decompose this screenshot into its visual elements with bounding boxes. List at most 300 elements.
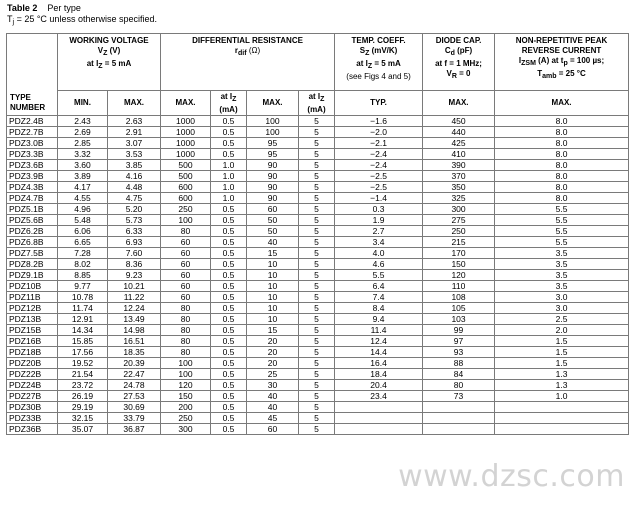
rdif-max2-cell: 90: [247, 182, 299, 193]
rdif-max-cell: 80: [161, 336, 211, 347]
sz-typ-cell: [335, 413, 423, 424]
sz-typ-cell: 4.6: [335, 259, 423, 270]
vz-max-cell: 4.16: [108, 171, 161, 182]
type-number-cell: PDZ36B: [7, 424, 58, 435]
cd-max-cell: 73: [423, 391, 495, 402]
rdif-max-cell: 250: [161, 413, 211, 424]
rdif-iz2-cell: 5: [299, 303, 335, 314]
rdif-max2-cell: 95: [247, 149, 299, 160]
rdif-max-cell: 1000: [161, 138, 211, 149]
rdif-iz-cell: 0.5: [211, 259, 247, 270]
vz-min-cell: 32.15: [58, 413, 108, 424]
vz-min-cell: 11.74: [58, 303, 108, 314]
rdif-iz-cell: 0.5: [211, 369, 247, 380]
vz-min-cell: 7.28: [58, 248, 108, 259]
sz-typ-cell: 6.4: [335, 281, 423, 292]
cd-max-cell: 440: [423, 127, 495, 138]
cd-max-cell: 108: [423, 292, 495, 303]
izsm-max-cell: 1.3: [495, 369, 629, 380]
rdif-max-cell: 80: [161, 314, 211, 325]
sz-typ-cell: 3.4: [335, 237, 423, 248]
cd-max-cell: 80: [423, 380, 495, 391]
cd-max-cell: 370: [423, 171, 495, 182]
cd-max-cell: 250: [423, 226, 495, 237]
rdif-iz2-cell: 5: [299, 391, 335, 402]
rdif-iz2-cell: 5: [299, 149, 335, 160]
type-number-cell: PDZ10B: [7, 281, 58, 292]
rdif-iz2-cell: 5: [299, 193, 335, 204]
izsm-max-cell: 5.5: [495, 204, 629, 215]
rdif-max2-cell: 10: [247, 314, 299, 325]
vz-max-cell: 18.35: [108, 347, 161, 358]
type-number-cell: PDZ20B: [7, 358, 58, 369]
vz-max-cell: 4.48: [108, 182, 161, 193]
rdif-iz2-cell: 5: [299, 336, 335, 347]
rdif-iz2-cell: 5: [299, 292, 335, 303]
rdif-iz-header: at $I_Z$ (mA): [211, 91, 247, 116]
cd-max-cell: [423, 402, 495, 413]
caption-condition-line: $T_j = 25$ °C unless otherwise specified.: [7, 14, 157, 26]
rdif-iz-cell: 0.5: [211, 292, 247, 303]
table-row: [7, 149, 629, 160]
sz-typ-cell: −2.5: [335, 171, 423, 182]
rdif-iz-cell: 0.5: [211, 248, 247, 259]
rdif-max2-cell: 20: [247, 336, 299, 347]
table-row: [7, 369, 629, 380]
rdif-iz2-cell: 5: [299, 138, 335, 149]
vz-min-cell: 4.55: [58, 193, 108, 204]
sz-typ-cell: 5.5: [335, 270, 423, 281]
vz-min-cell: 14.34: [58, 325, 108, 336]
rdif-iz2-cell: 5: [299, 358, 335, 369]
vz-min-cell: 6.65: [58, 237, 108, 248]
sz-typ-cell: 16.4: [335, 358, 423, 369]
cd-max-cell: 275: [423, 215, 495, 226]
rdif-iz-cell: 1.0: [211, 182, 247, 193]
vz-min-cell: 3.32: [58, 149, 108, 160]
izsm-max-cell: 1.5: [495, 358, 629, 369]
rdif-iz-cell: 0.5: [211, 314, 247, 325]
rdif-iz-cell: 0.5: [211, 138, 247, 149]
type-number-cell: PDZ15B: [7, 325, 58, 336]
vz-max-cell: 3.53: [108, 149, 161, 160]
vz-min-cell: 19.52: [58, 358, 108, 369]
rdif-max-cell: 80: [161, 347, 211, 358]
izsm-max-cell: 8.0: [495, 138, 629, 149]
vz-min-cell: 4.96: [58, 204, 108, 215]
rdif-iz-cell: 0.5: [211, 380, 247, 391]
vz-max-cell: 22.47: [108, 369, 161, 380]
vz-min-cell: 4.17: [58, 182, 108, 193]
izsm-max-header: MAX.: [495, 91, 629, 116]
rdif-iz-cell: 0.5: [211, 402, 247, 413]
vz-min-cell: 23.72: [58, 380, 108, 391]
rdif-iz2-cell: 5: [299, 204, 335, 215]
watermark-text: www.dzsc.com: [398, 459, 625, 494]
table-row: [7, 303, 629, 314]
izsm-max-cell: 8.0: [495, 193, 629, 204]
rdif-max-cell: 100: [161, 358, 211, 369]
vz-max-cell: 11.22: [108, 292, 161, 303]
vz-max-cell: 20.39: [108, 358, 161, 369]
table-header: [7, 34, 629, 116]
type-number-cell: PDZ11B: [7, 292, 58, 303]
rdif-max-cell: 500: [161, 160, 211, 171]
vz-max-header: MAX.: [108, 91, 161, 116]
table-row: [7, 116, 629, 127]
cd-max-cell: 450: [423, 116, 495, 127]
type-number-cell: PDZ13B: [7, 314, 58, 325]
type-number-cell: PDZ30B: [7, 402, 58, 413]
rdif-iz-cell: 0.5: [211, 127, 247, 138]
sz-typ-cell: 4.0: [335, 248, 423, 259]
rdif-iz2-cell: 5: [299, 380, 335, 391]
table-row: [7, 314, 629, 325]
rdif-iz-cell: 1.0: [211, 171, 247, 182]
rdif-max2-cell: 90: [247, 160, 299, 171]
rdif-iz2-cell: 5: [299, 270, 335, 281]
cd-max-cell: 97: [423, 336, 495, 347]
vz-max-cell: 3.07: [108, 138, 161, 149]
type-number-cell: PDZ24B: [7, 380, 58, 391]
rdif-max2-cell: 10: [247, 259, 299, 270]
vz-min-cell: 2.43: [58, 116, 108, 127]
vz-max-cell: 36.87: [108, 424, 161, 435]
sz-typ-cell: [335, 402, 423, 413]
sz-typ-cell: −2.1: [335, 138, 423, 149]
rdif-max2-cell: 25: [247, 369, 299, 380]
vz-min-cell: 6.06: [58, 226, 108, 237]
rdif-max2-cell: 15: [247, 325, 299, 336]
izsm-max-cell: 1.3: [495, 380, 629, 391]
vz-min-cell: 8.85: [58, 270, 108, 281]
cd-max-cell: 150: [423, 259, 495, 270]
rdif-max2-cell: 50: [247, 226, 299, 237]
vz-min-cell: 12.91: [58, 314, 108, 325]
izsm-max-cell: 2.5: [495, 314, 629, 325]
sz-typ-cell: 14.4: [335, 347, 423, 358]
izsm-max-cell: 3.5: [495, 281, 629, 292]
table-row: [7, 248, 629, 259]
sz-typ-cell: [335, 424, 423, 435]
table-row: [7, 182, 629, 193]
rdif-iz2-cell: 5: [299, 347, 335, 358]
type-number-cell: PDZ4.7B: [7, 193, 58, 204]
izsm-max-cell: 8.0: [495, 116, 629, 127]
table-row: [7, 204, 629, 215]
cd-max-cell: 325: [423, 193, 495, 204]
izsm-max-cell: 5.5: [495, 237, 629, 248]
izsm-max-cell: 3.5: [495, 248, 629, 259]
rdif-max2-cell: 40: [247, 237, 299, 248]
table-row: [7, 402, 629, 413]
differential-resistance-header: DIFFERENTIAL RESISTANCE $r_{dif}$ (Ω): [161, 34, 335, 91]
rdif-iz-cell: 0.5: [211, 347, 247, 358]
rdif-max2-cell: 10: [247, 270, 299, 281]
type-number-cell: PDZ8.2B: [7, 259, 58, 270]
vz-min-cell: 21.54: [58, 369, 108, 380]
sz-typ-cell: 1.9: [335, 215, 423, 226]
vz-max-cell: 7.60: [108, 248, 161, 259]
vz-max-cell: 6.33: [108, 226, 161, 237]
rdif-iz2-cell: 5: [299, 413, 335, 424]
working-voltage-header: WORKING VOLTAGE $V_Z$ (V) at $I_Z = 5$ mA: [58, 34, 161, 91]
cd-max-cell: 99: [423, 325, 495, 336]
type-number-cell: PDZ3.3B: [7, 149, 58, 160]
type-number-cell: PDZ2.7B: [7, 127, 58, 138]
rdif-iz2-cell: 5: [299, 248, 335, 259]
sz-typ-cell: −2.4: [335, 160, 423, 171]
rdif-iz-cell: 0.5: [211, 270, 247, 281]
cd-max-cell: 390: [423, 160, 495, 171]
vz-min-cell: 5.48: [58, 215, 108, 226]
rdif-iz-cell: 0.5: [211, 281, 247, 292]
rdif-max2-cell: 10: [247, 281, 299, 292]
table-row: [7, 171, 629, 182]
rdif-iz2-cell: 5: [299, 226, 335, 237]
rdif-iz2-cell: 5: [299, 171, 335, 182]
vz-max-cell: 6.93: [108, 237, 161, 248]
vz-max-cell: 33.79: [108, 413, 161, 424]
rdif-max-cell: 120: [161, 380, 211, 391]
rdif-iz-cell: 0.5: [211, 116, 247, 127]
sz-typ-cell: 7.4: [335, 292, 423, 303]
izsm-max-cell: 3.5: [495, 259, 629, 270]
rdif-max2-cell: 40: [247, 391, 299, 402]
rdif-max2-cell: 10: [247, 292, 299, 303]
vz-max-cell: 13.49: [108, 314, 161, 325]
rdif-max2-cell: 100: [247, 127, 299, 138]
reverse-current-header: NON-REPETITIVE PEAK REVERSE CURRENT $I_{ZSM}$ (A) at $t_p = 100$ µs; $T_{amb} = 25$ °C: [495, 34, 629, 91]
rdif-max-cell: 200: [161, 402, 211, 413]
rdif-max-cell: 1000: [161, 149, 211, 160]
rdif-max2-cell: 20: [247, 347, 299, 358]
rdif-max-cell: 600: [161, 193, 211, 204]
sz-typ-cell: −1.4: [335, 193, 423, 204]
type-number-cell: PDZ5.6B: [7, 215, 58, 226]
table-row: [7, 380, 629, 391]
rdif-max-cell: 100: [161, 369, 211, 380]
rdif-max2-cell: 10: [247, 303, 299, 314]
vz-min-cell: 2.69: [58, 127, 108, 138]
rdif-max2-cell: 15: [247, 248, 299, 259]
table-row: [7, 347, 629, 358]
rdif-max-header: MAX.: [161, 91, 211, 116]
rdif-max2-cell: 90: [247, 193, 299, 204]
rdif-max-cell: 60: [161, 248, 211, 259]
vz-max-cell: 5.73: [108, 215, 161, 226]
vz-max-cell: 30.69: [108, 402, 161, 413]
vz-min-cell: 8.02: [58, 259, 108, 270]
izsm-max-cell: [495, 424, 629, 435]
cd-max-header: MAX.: [423, 91, 495, 116]
izsm-max-cell: 3.0: [495, 292, 629, 303]
rdif-max2-header: MAX.: [247, 91, 299, 116]
table-title: Per type: [47, 3, 81, 13]
izsm-max-cell: 1.5: [495, 336, 629, 347]
rdif-iz-cell: 0.5: [211, 413, 247, 424]
vz-max-cell: 4.75: [108, 193, 161, 204]
rdif-max2-cell: 30: [247, 380, 299, 391]
vz-max-cell: 3.85: [108, 160, 161, 171]
rdif-max2-cell: 40: [247, 402, 299, 413]
vz-max-cell: 24.78: [108, 380, 161, 391]
type-number-cell: PDZ22B: [7, 369, 58, 380]
table-row: [7, 358, 629, 369]
vz-min-header: MIN.: [58, 91, 108, 116]
vz-min-cell: 3.60: [58, 160, 108, 171]
rdif-iz-cell: 0.5: [211, 226, 247, 237]
rdif-max2-cell: 20: [247, 358, 299, 369]
vz-max-cell: 9.23: [108, 270, 161, 281]
cd-max-cell: 88: [423, 358, 495, 369]
rdif-max2-cell: 45: [247, 413, 299, 424]
rdif-max-cell: 60: [161, 259, 211, 270]
rdif-iz-cell: 1.0: [211, 193, 247, 204]
sz-typ-cell: 9.4: [335, 314, 423, 325]
izsm-max-cell: 8.0: [495, 171, 629, 182]
izsm-max-cell: 5.5: [495, 215, 629, 226]
rdif-iz2-cell: 5: [299, 160, 335, 171]
rdif-iz2-cell: 5: [299, 281, 335, 292]
type-number-cell: PDZ4.3B: [7, 182, 58, 193]
vz-max-cell: 27.53: [108, 391, 161, 402]
izsm-max-cell: 8.0: [495, 182, 629, 193]
rdif-iz2-cell: 5: [299, 314, 335, 325]
vz-max-cell: 5.20: [108, 204, 161, 215]
vz-min-cell: 17.56: [58, 347, 108, 358]
rdif-iz2-cell: 5: [299, 259, 335, 270]
type-number-cell: PDZ3.6B: [7, 160, 58, 171]
sz-typ-cell: 2.7: [335, 226, 423, 237]
vz-min-cell: 35.07: [58, 424, 108, 435]
vz-max-cell: 16.51: [108, 336, 161, 347]
rdif-max-cell: 80: [161, 226, 211, 237]
rdif-max2-cell: 95: [247, 138, 299, 149]
cd-max-cell: 170: [423, 248, 495, 259]
cd-max-cell: 120: [423, 270, 495, 281]
vz-max-cell: 14.98: [108, 325, 161, 336]
caption-title-line: [7, 3, 157, 14]
type-number-cell: PDZ6.2B: [7, 226, 58, 237]
type-number-cell: PDZ12B: [7, 303, 58, 314]
table-row: [7, 292, 629, 303]
zener-spec-table: [6, 33, 629, 435]
vz-min-cell: 10.78: [58, 292, 108, 303]
sz-typ-cell: −1.6: [335, 116, 423, 127]
rdif-iz-cell: 0.5: [211, 215, 247, 226]
type-number-cell: PDZ2.4B: [7, 116, 58, 127]
izsm-max-cell: 2.0: [495, 325, 629, 336]
rdif-iz2-cell: 5: [299, 325, 335, 336]
sz-typ-cell: 8.4: [335, 303, 423, 314]
table-row: [7, 215, 629, 226]
cd-max-cell: 410: [423, 149, 495, 160]
rdif-iz-cell: 0.5: [211, 424, 247, 435]
rdif-max-cell: 60: [161, 292, 211, 303]
rdif-max-cell: 60: [161, 237, 211, 248]
rdif-max2-cell: 90: [247, 171, 299, 182]
rdif-max-cell: 150: [161, 391, 211, 402]
table-row: [7, 281, 629, 292]
rdif-max-cell: 300: [161, 424, 211, 435]
rdif-iz2-cell: 5: [299, 369, 335, 380]
rdif-iz2-cell: 5: [299, 215, 335, 226]
cd-max-cell: 110: [423, 281, 495, 292]
type-number-cell: PDZ3.0B: [7, 138, 58, 149]
vz-max-cell: 10.21: [108, 281, 161, 292]
vz-min-cell: 2.85: [58, 138, 108, 149]
table-row: [7, 270, 629, 281]
type-number-cell: PDZ6.8B: [7, 237, 58, 248]
type-number-cell: PDZ27B: [7, 391, 58, 402]
izsm-max-cell: 8.0: [495, 149, 629, 160]
rdif-iz-cell: 0.5: [211, 336, 247, 347]
rdif-iz-cell: 0.5: [211, 303, 247, 314]
sz-typ-cell: −2.0: [335, 127, 423, 138]
vz-max-cell: 2.63: [108, 116, 161, 127]
type-number-cell: PDZ7.5B: [7, 248, 58, 259]
rdif-iz-cell: 1.0: [211, 160, 247, 171]
vz-max-cell: 8.36: [108, 259, 161, 270]
rdif-iz2-cell: 5: [299, 116, 335, 127]
cd-max-cell: 300: [423, 204, 495, 215]
izsm-max-cell: 5.5: [495, 226, 629, 237]
rdif-max-cell: 80: [161, 303, 211, 314]
vz-min-cell: 9.77: [58, 281, 108, 292]
rdif-iz2-cell: 5: [299, 237, 335, 248]
rdif-iz2-cell: 5: [299, 127, 335, 138]
table-row: [7, 237, 629, 248]
rdif-iz-cell: 0.5: [211, 237, 247, 248]
type-number-cell: PDZ9.1B: [7, 270, 58, 281]
rdif-iz-cell: 0.5: [211, 149, 247, 160]
rdif-max-cell: 80: [161, 325, 211, 336]
cd-max-cell: 105: [423, 303, 495, 314]
rdif-max2-cell: 50: [247, 215, 299, 226]
type-number-cell: PDZ5.1B: [7, 204, 58, 215]
rdif-max-cell: 600: [161, 182, 211, 193]
table-row: [7, 226, 629, 237]
rdif-max-cell: 250: [161, 204, 211, 215]
izsm-max-cell: 1.5: [495, 347, 629, 358]
table-caption: [7, 3, 157, 28]
table-row: [7, 259, 629, 270]
cd-max-cell: 84: [423, 369, 495, 380]
sz-typ-cell: −2.4: [335, 149, 423, 160]
rdif-iz2-cell: 5: [299, 424, 335, 435]
rdif-max-cell: 1000: [161, 116, 211, 127]
cd-max-cell: 350: [423, 182, 495, 193]
type-number-cell: PDZ33B: [7, 413, 58, 424]
rdif-iz-cell: 0.5: [211, 391, 247, 402]
izsm-max-cell: [495, 413, 629, 424]
sz-typ-cell: 12.4: [335, 336, 423, 347]
izsm-max-cell: 8.0: [495, 127, 629, 138]
cd-max-cell: 215: [423, 237, 495, 248]
table-body: [7, 116, 629, 435]
cd-max-cell: 93: [423, 347, 495, 358]
sz-typ-cell: −2.5: [335, 182, 423, 193]
temp-coeff-header: TEMP. COEFF. $S_Z$ (mV/K) at $I_Z = 5$ mA (see Figs 4 and 5): [335, 34, 423, 91]
sz-typ-cell: 0.3: [335, 204, 423, 215]
cd-max-cell: [423, 424, 495, 435]
type-number-header: TYPE NUMBER: [7, 34, 58, 116]
vz-min-cell: 3.89: [58, 171, 108, 182]
table-row: [7, 193, 629, 204]
rdif-max-cell: 1000: [161, 127, 211, 138]
table-row: [7, 391, 629, 402]
